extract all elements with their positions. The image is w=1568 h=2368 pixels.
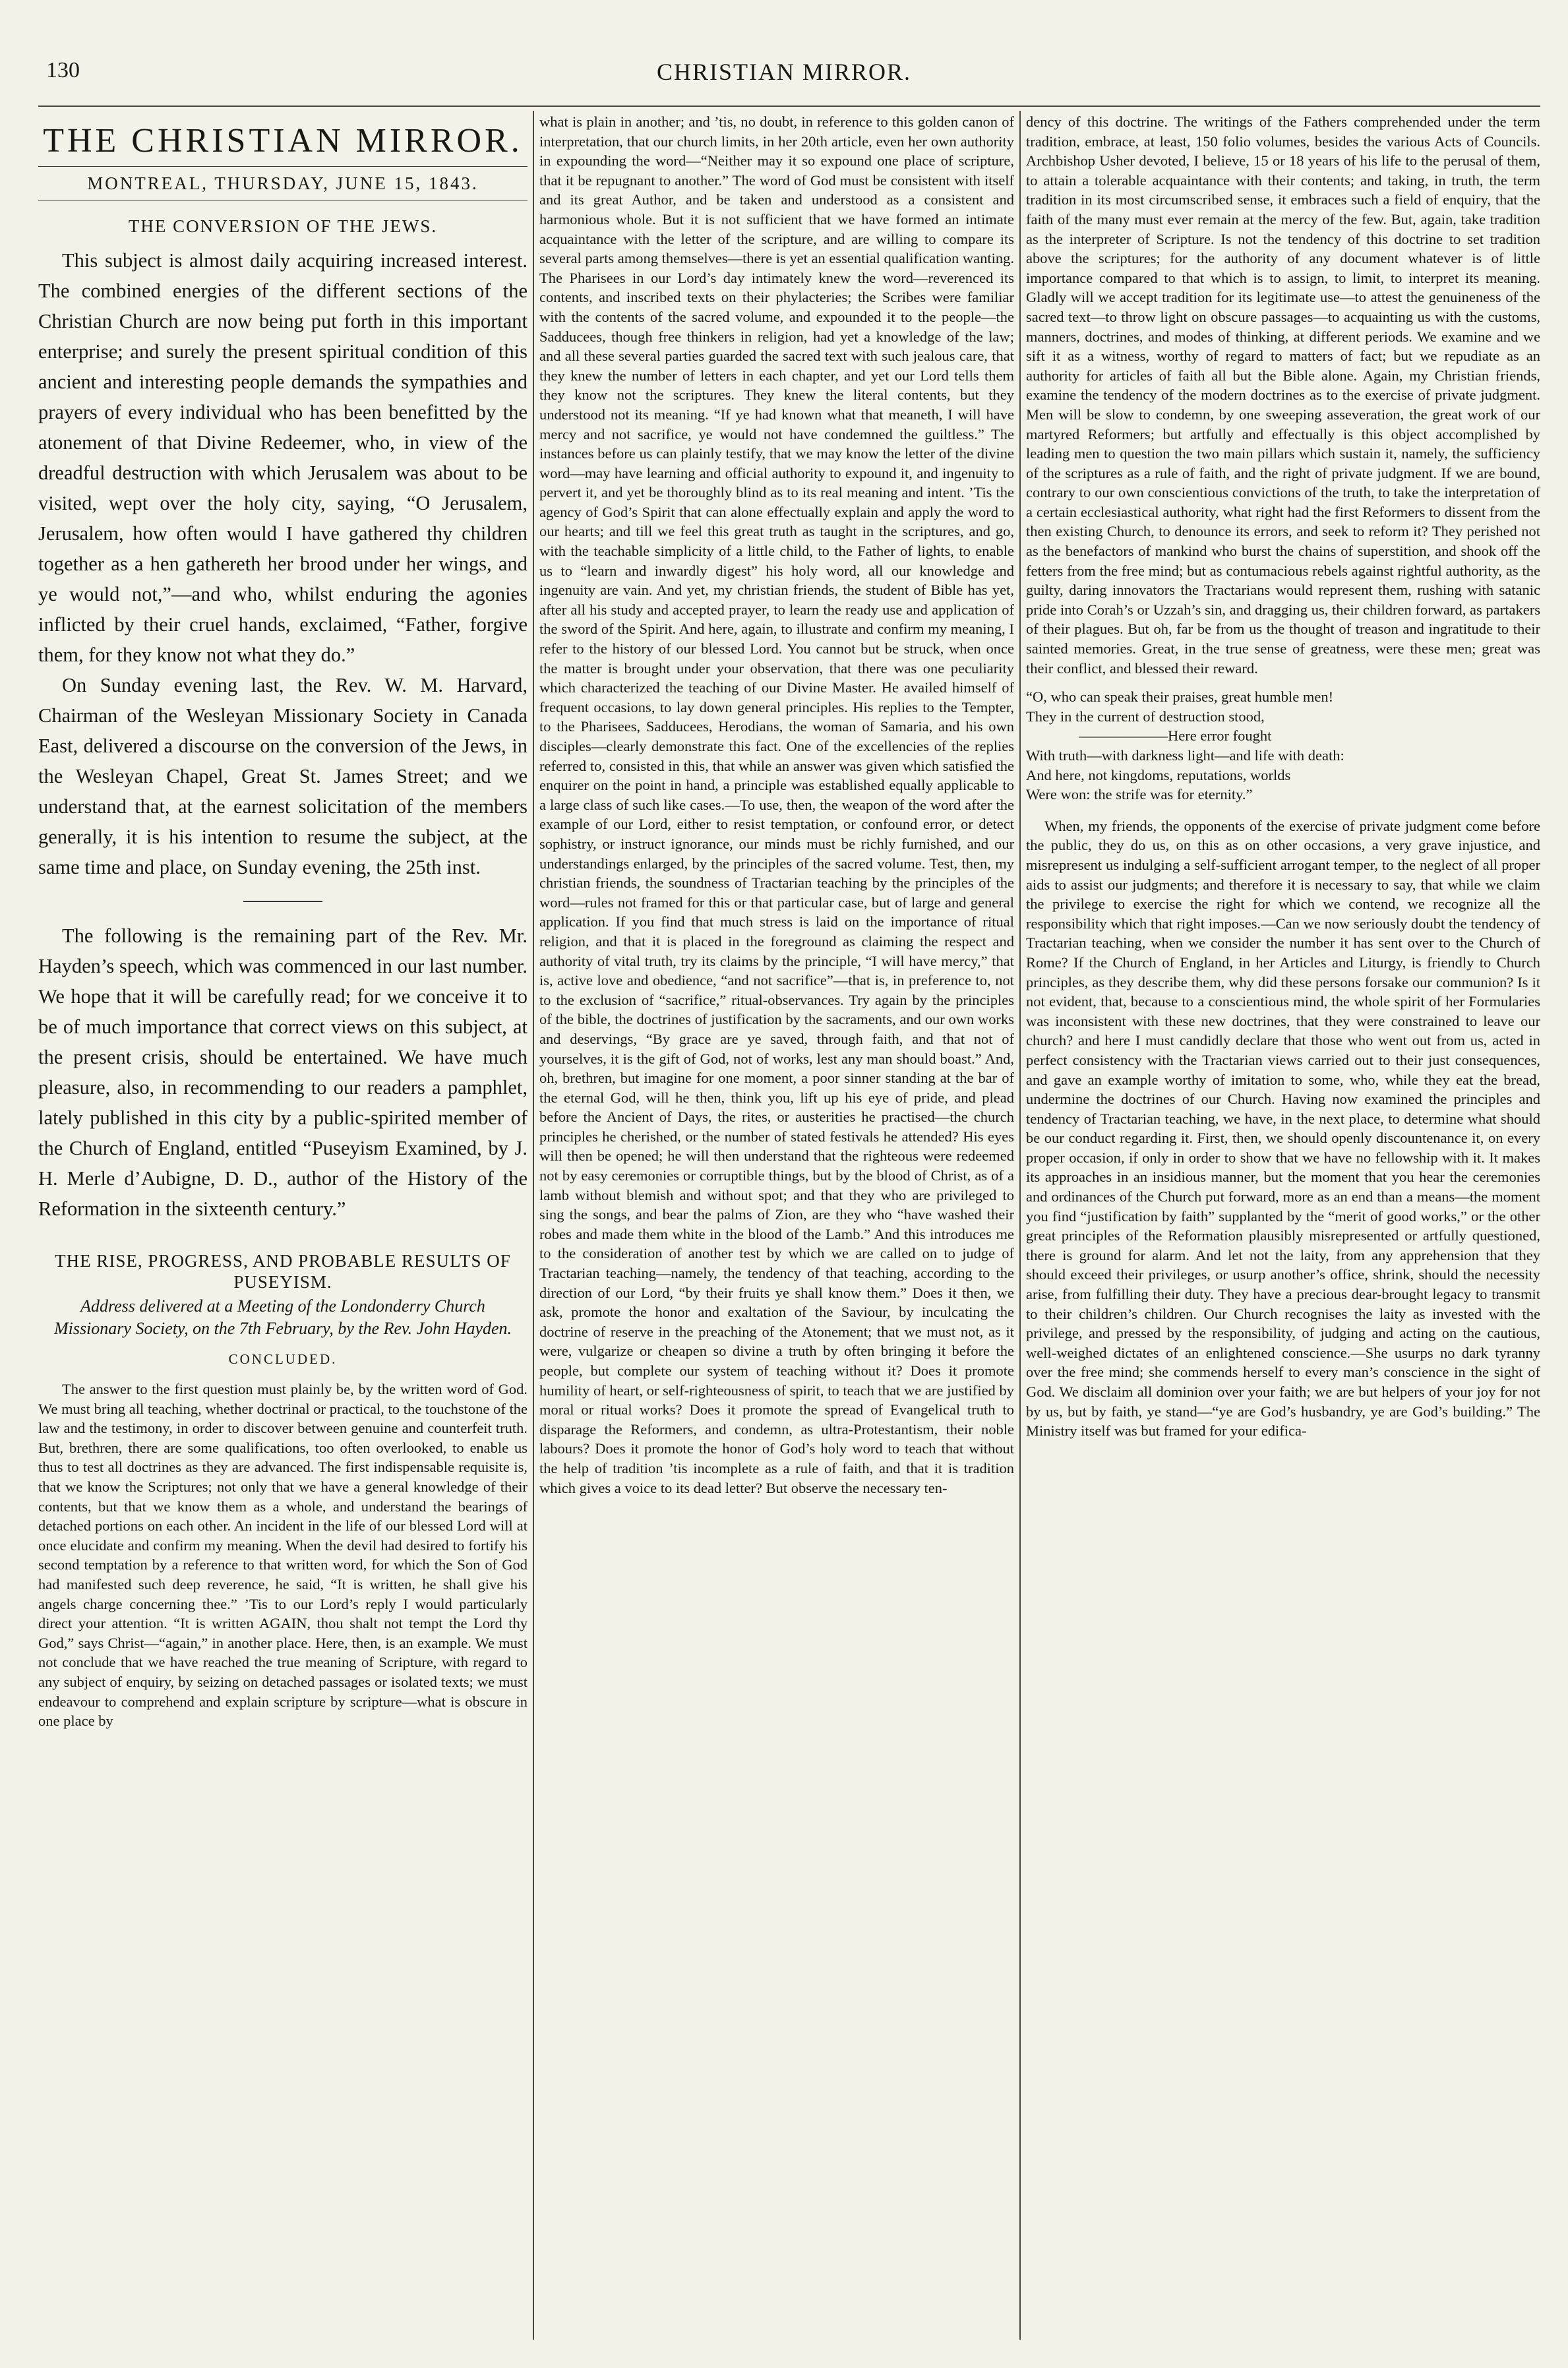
article-paragraph: When, my friends, the opponents of the exercise of private judgment come before the public, they do us, on this as on other occasions, a very grave injustice, and misrepresent us indulging a self-sufficient arrogant temper, to the neglect of all proper aids to assist our judgments; and therefore it is necessary to say, that while we claim the privilege to exercise the right for which we contend, we recognize all the responsibility which that right imposes.—Can we now seriously doubt the tendency of Tractarian teaching, when we consider the number it has sent over to the Church of Rome? If the Church of England, in her Articles and Liturgy, is friendly to Church principles, as they describe them, why did these persons forsake our communion? Is it not evident, that, because to a conscientious mind, the whole spirit of her Formularies was inconsistent with these new doctrines, that they were constrained to leave our church? and here I must candidly declare that those who went out from us, acted in perfect consistency with the Tractarian views carried out to their just consequences, and gave an example worthy of imitation to some, who, while they eat the bread, undermine the doctrines of our Church. Having now examined the principles and tendency of Tractarian teaching, we have, in the next place, to determine what should be our conduct regarding it. First, then, we should openly discountenance it, on every proper occasion, if only in order to show that we have no fellowship with it. It makes its approaches in an insidious manner, but the moment that you hear the ceremonies and ordinances of the Church put forward, more as an end than a means—the moment you find “justification by faith” supplanted by the “merit of good works,” or the other great principles of the Reformation plausibly misrepresented or artfully questioned, there is ground for alarm. And let not the laity, from any apprehension that they should exceed their privileges, or usurp another’s office, shrink, should the necessity arise, from fulfilling their duty. They have a precious dear-brought legacy to transmit to their children’s children. Our Church recognises the laity as invested with the privilege, and pressed by the responsibility, of judging and acting on the cautious, well-weighed dictates of an enlightened conscience.—She usurps no dark tyranny over the free mind; she commends herself to every man’s conscience in the sight of God. We disclaim all dominion over your faith; we are but helpers of your joy for not by us, but by faith, ye stand—“ye are God’s husbandry, ye are God’s building.” The Ministry itself was but framed for your edifica-: [1026, 817, 1540, 1440]
page-header: [0, 58, 1568, 104]
column-rule-2: [1019, 111, 1021, 2340]
poem-line: They in the current of destruction stood,: [1026, 708, 1265, 725]
running-title: CHRISTIAN MIRROR.: [656, 59, 912, 85]
article-title-jews: THE CONVERSION OF THE JEWS.: [128, 216, 438, 236]
article-title-puseyism: THE RISE, PROGRESS, AND PROBABLE RESULTS OF PUSEYISM.: [55, 1251, 511, 1292]
article-paragraph: dency of this doctrine. The writings of the Fathers comprehended under the term tradition, embrace, at least, 150 folio volumes, besides the various Acts of Councils. Archbishop Usher devoted, I believe, 15 or 18 years of his life to the perusal of them, to attain a tolerable acquaintance with their contents; and taking, in truth, the term tradition in its most circumscribed sense, it embraces such a field of enquiry, that the faith of the many must ever remain at the mercy of the few. But, again, take tradition as the interpreter of Scripture. Is not the tendency of this doctrine to set tradition above the scriptures; for the authority of any document whatever is of little importance compared to that which is to assign, to limit, to interpret its meaning. Gladly will we accept tradition for its legitimate use—to attest the genuineness of the sacred text—to throw light on obscure passages—to acquainting us with the customs, manners, doctrines, and modes of thinking, at different periods. We examine and we sift it as a witness, worthy of regard to matters of fact; but we repudiate as an authority for articles of faith all but the Bible alone. Again, my Christian friends, examine the tendency of the modern doctrines as to the exercise of private judgment. Men will be slow to condemn, by one sweeping asseveration, the great work of our martyred Reformers; but artfully and effectually is this object accomplished by leading men to question the two main pillars which sustain it, namely, the sufficiency of the scriptures as a rule of faith, and the right of private judgment. If we are bound, contrary to our own conscientious convictions of the truth, to take the interpretation of a certain ecclesiastical authority, what right had the first Reformers to dissent from the then existing Church, to denounce its errors, and seek to reform it? They perished not as the benefactors of mankind who burst the chains of superstition, and shook off the fetters from the free mind; but as contumacious rebels against rightful authority, as the guilty, daring innovators the Tractarians would represent them, rushing with satanic pride into Corah’s or Uzzah’s sin, and dragging us, their children forward, as partakers of their plagues. But oh, far be from us the thought of treason and ingratitude to their sainted memories. Great, in the true sense of greatness, were these men; great was their conflict, and blessed their reward.: [1026, 113, 1540, 677]
article-paragraph: The answer to the first question must plainly be, by the written word of God. We must bring all teaching, whether doctrinal or practical, to the touchstone of the law and the testimony, in order to discover between genuine and counterfeit truth. But, brethren, there are some qualifications, too often overlooked, to enable us thus to test all doctrines as they are advanced. The first indispensable requisite is, that we know the Scriptures; not only that we have a general knowledge of their contents, but that we know them as a whole, and understand the bearings of detached portions on each other. An incident in the life of our blessed Lord will at once elucidate and confirm my meaning. When the devil had desired to fortify his second temptation by a reference to that written word, for which the Son of God had manifested such deep reverence, he said, “It is written, he shall give his angels charge concerning thee.” ’Tis to our Lord’s reply I would particularly direct your attention. “It is written AGAIN, thou shalt not tempt the Lord thy God,” says Christ—“again,” in another place. Here, then, is an example. We must not conclude that we have reached the true meaning of Scripture, with regard to any subject of enquiry, by seizing on detached passages or isolated texts; we must endeavour to comprehend and explain scripture by scripture—what is obscure in one place by: [38, 1381, 528, 1730]
column-3: [1026, 112, 1540, 2354]
header-rule: [38, 106, 1540, 107]
page-number: 130: [46, 58, 80, 82]
separator: [243, 901, 322, 902]
masthead: THE CHRISTIAN MIRROR.: [43, 122, 523, 160]
poem-quote: [1026, 687, 1540, 805]
article-paragraph: what is plain in another; and ’tis, no doubt, in reference to this golden canon of interpretation, that our church limits, in her 20th article, even her own authority in expounding the word—“Neither may it so expound one place of scripture, that it be repugnant to another.” The word of God must be consistent with itself and its great Author, and be taken and understood as a consistent and harmonious whole. But it is not sufficient that we have formed an intimate acquaintance with the letter of the scripture, and are willing to compare its several parts among themselves—there is yet an essential qualification wanting. The Pharisees in our Lord’s day intimately knew the word—reverenced its contents, and inscribed texts on their phylacteries; the Scribes were familiar with the contents of the sacred volume, and expounded it to the people—the Sadducees, though free thinkers in religion, had yet a knowledge of the law; and all these several parties guarded the sacred text with such jealous care, that they knew the number of letters in each chapter, and yet our Lord tells them they know not the scriptures. They knew the literal contents, but they understood not its meaning. “If ye had known what that meaneth, I will have mercy and not sacrifice, ye would not have condemned the guiltless.” The instances before us can plainly testify, that we may know the letter of the divine word—may have learning and official authority to expound it, and ingenuity to pervert it, and yet be thoroughly blind as to its real meaning and intent. ’Tis the agency of God’s Spirit that can alone effectually explain and apply the word to our hearts; and till we feel this great truth as taught in the scriptures, and go, with the teachable simplicity of a little child, to the Father of lights, to enable us to “learn and inwardly digest” his holy word, all our knowledge and ingenuity are vain. And yet, my christian friends, the student of Bible has yet, after all his study and accepted prayer, to learn the ready use and application of the sword of the Spirit. And here, again, to illustrate and confirm my meaning, I refer to the history of our blessed Lord. You cannot but be struck, when once the matter is brought under your observation, that there was one peculiarity which characterized the teaching of our Divine Master. He availed himself of frequent occasions, to lay down general principles. His replies to the Tempter, to the Pharisees, Sadducees, Herodians, the woman of Samaria, and his own disciples—clearly demonstrate this fact. One of the excellencies of the replies referred to, consisted in this, that while an answer was given which satisfied the enquirer on the point in hand, a principle was established equally applicable to a large class of such like cases.—To use, then, the weapon of the word after the example of our Lord, either to resist temptation, or confound error, or detect sophistry, or instruct ignorance, our minds must be richly furnished, and our understandings enlarged, by the principles of the sacred volume. Test, then, my christian friends, the soundness of Tractarian teaching by the principles of the word—rules not framed for this or that particular case, but of large and general application. If you find that much stress is laid on the importance of ritual religion, and that it is placed in the foreground as claiming the respect and authority of vital truth, try its claims by the principle, “I will have mercy,” that is, active love and obedience, “and not sacrifice”—that is, in preference to, not to the exclusion of “sacrifice,” ritual-observances. Try again by the principles of the bible, the doctrines of justification by the sacraments, and our own works and deservings, “By grace are ye saved, through faith, and that not of yourselves, it is the gift of God, not of works, lest any man should boast.” And, oh, brethren, but imagine for one moment, a poor sinner standing at the bar of the eternal God, will he then, think you, lift up his eye of pride, and plead before the Ancient of Days, the rites, or austerities he practised—the church principles he cherished, or the number of stated festivals he attended? His eyes will then be opened; he will then understand that the righteous were redeemed not by easy ceremonies or corruptible things, but by the blood of Christ, as of a lamb without blemish and without spot; and that they who are privileged to sing the songs, and bear the palms of Zion, are they who “have washed their robes and made them white in the blood of the Lamb.” And this introduces me to the consideration of another test by which we are called on to judge of Tractarian teaching—namely, the tendency of that teaching, according to the direction of our Lord, “by their fruits ye shall know them.” Does it then, we ask, promote the honor and exaltation of the Saviour, by inculcating the doctrine of reserve in the preaching of the Atonement; that we must not, as it were, vulgarize or cheapen so divine a truth by often bringing it before the people, but complete our system of teaching without it? Does it promote humility of heart, or self-righteousness of spirit, to teach that we are justified by moral or ritual works? Does it promote the spread of Evangelical truth to disparage the Reformers, and condemn, as ultra-Protestantism, their noble labours? Does it promote the honor of God’s holy word to teach that without the help of tradition ’tis incomplete as a rule of faith, and that it is tradition which gives a voice to its dead letter? But observe the necessary ten-: [539, 113, 1014, 1496]
poem-line: ——————Here error fought: [1079, 727, 1272, 744]
article-paragraph: The following is the remaining part of the Rev. Mr. Hayden’s speech, which was commenced in our last number. We hope that it will be carefully read; for we conceive it to be of much importance that correct views on this subject, at the present crisis, should be entertained. We have much pleasure, also, in recommending to our readers a pamphlet, lately published in this city by a public-spirited member of the Church of England, entitled “Puseyism Examined, by J. H. Merle d’Aubigne, D. D., author of the History of the Reformation in the sixteenth century.”: [38, 925, 528, 1220]
poem-line: And here, not kingdoms, reputations, worlds: [1026, 766, 1291, 783]
poem-line: “O, who can speak their praises, great humble men!: [1026, 688, 1334, 706]
poem-line: With truth—with darkness light—and life with death:: [1026, 747, 1344, 764]
article-paragraph: This subject is almost daily acquiring increased interest. The combined energies of the different sections of the Christian Church are now being put forth in this important enterprise; and surely the present spiritual condition of this ancient and interesting people demands the sympathies and prayers of every individual who has been benefitted by the atonement of that Divine Redeemer, who, in view of the dreadful destruction with which Jerusalem was about to be visited, wept over the holy city, saying, “O Jerusalem, Jerusalem, how often would I have gathered thy children together as a hen gathereth her brood under her wings, and ye would not,”—and who, whilst enduring the agonies inflicted by their cruel hands, exclaimed, “Father, forgive them, for they know not what they do.”: [38, 249, 528, 666]
concluded-label: CONCLUDED.: [228, 1351, 338, 1367]
poem-line: Were won: the strife was for eternity.”: [1026, 786, 1253, 803]
column-2: [539, 112, 1014, 2354]
column-1: [38, 112, 528, 2354]
article-subtitle: Address delivered at a Meeting of the Londonderry Church Missionary Society, on the 7th February, by the Rev. John Hayden.: [53, 1296, 512, 1338]
dateline: MONTREAL, THURSDAY, JUNE 15, 1843.: [38, 166, 528, 200]
column-rule-1: [533, 111, 534, 2340]
article-paragraph: On Sunday evening last, the Rev. W. M. Harvard, Chairman of the Wesleyan Missionary Society in Canada East, delivered a discourse on the conversion of the Jews, in the Wesleyan Chapel, Great St. James Street; and we understand that, at the earnest solicitation of the members generally, it is his intention to resume the subject, at the same time and place, on Sunday evening, the 25th inst.: [38, 674, 528, 878]
